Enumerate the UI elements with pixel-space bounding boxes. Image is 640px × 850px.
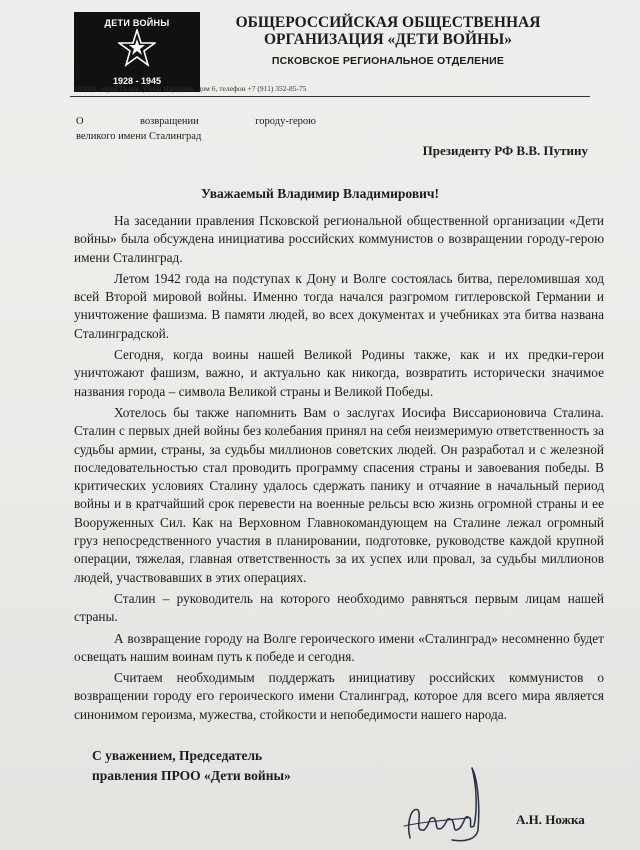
subject-line2: великого имени Сталинград — [76, 131, 202, 142]
closing-line2: правления ПРОО «Дети войны» — [92, 768, 291, 783]
logo-title: ДЕТИ ВОЙНЫ — [104, 18, 170, 28]
org-name-line2: ОРГАНИЗАЦИЯ «ДЕТИ ВОЙНЫ» — [263, 31, 513, 48]
body-paragraph: На заседании правления Псковской региональной общественной организации «Дети войны» была обсуждена инициатива российских коммунистов о возвращении городу-герою имени Сталинград. — [74, 213, 604, 265]
body-paragraph: Сталин – руководитель на которого необходимо равняться первым лицам нашей страны. — [74, 590, 604, 625]
signer-name: А.Н. Ножка — [516, 812, 585, 827]
order-star-icon — [118, 29, 156, 67]
body-paragraph: А возвращение городу на Волге героического имени «Сталинград» несомненно будет освещать нашим воинам путь к победе и сегодня. — [74, 630, 604, 664]
body-paragraph: Хотелось бы также напомнить Вам о заслугах Иосифа Виссарионовича Сталина. Сталин с первых дней войны без колебания принял на себя неизмеримую ответственность за судьбы армии, страны, за судьбы миллионов советских людей. Он разработал и с железной последовательностью стал проводить программу спасения страны и завоевания победы. В критических условиях Сталину удалось сдержать панику и отчаяние в начальный период войны и в кратчайший срок перевести на военные рельсы всю жизнь огромной страны и ее Вооруженных Сил. Как на Верховном Главнокомандующем на Сталине лежал огромный груз непосредственного участия в планировании, подготовке, руководстве каждой крупной операции, тяжелая, главная ответственность за их успех или провал, за судьбы миллионов людей, участвовавших в этих операциях. — [74, 404, 604, 585]
greeting: Уважаемый Владимир Владимирович! — [200, 186, 440, 201]
org-name-line1: ОБЩЕРОССИЙСКАЯ ОБЩЕСТВЕННАЯ — [235, 14, 541, 31]
branch-name: ПСКОВСКОЕ РЕГИОНАЛЬНОЕ ОТДЕЛЕНИЕ — [271, 55, 505, 67]
organization-logo — [74, 12, 200, 92]
closing-line1: С уважением, Председатель — [92, 748, 263, 763]
closing-block — [92, 746, 291, 786]
letter-body — [74, 212, 604, 727]
letter-subject — [76, 114, 316, 144]
header-divider — [70, 96, 590, 97]
recipient: Президенту РФ В.В. Путину — [422, 143, 588, 158]
subject-line1: О возвращении городу-герою — [76, 116, 316, 127]
body-paragraph: Летом 1942 года на подступах к Дону и Волге состоялась битва, переломившая ход всей Второй мировой войны. Именно тогда начался разгромом гитлеровской Германии и уничтожение фашизма. В памяти людей, во всех документах и учебниках эта битва названа Сталинградской. — [74, 270, 604, 341]
address-line: 180000, город Псков, улица Народная, дом 6, телефон +7 (911) 352-85-75 — [74, 84, 307, 93]
letterhead — [218, 14, 558, 67]
body-paragraph: Считаем необходимым поддержать инициативу российских коммунистов о возвращении городу его героического имени Сталинград, которое для всего мира является синонимом героизма, мужества, стойкости и непобедимости нашего народа. — [74, 670, 604, 722]
logo-years: 1928 - 1945 — [112, 76, 162, 86]
handwritten-signature — [402, 760, 502, 850]
body-paragraph: Сегодня, когда воины нашей Великой Родины также, как и их предки-герои уничтожают фашизм, важно, и актуально как никогда, возвратить исторически значимое названия города – символа Великой страны и Великой Победы. — [74, 347, 604, 399]
